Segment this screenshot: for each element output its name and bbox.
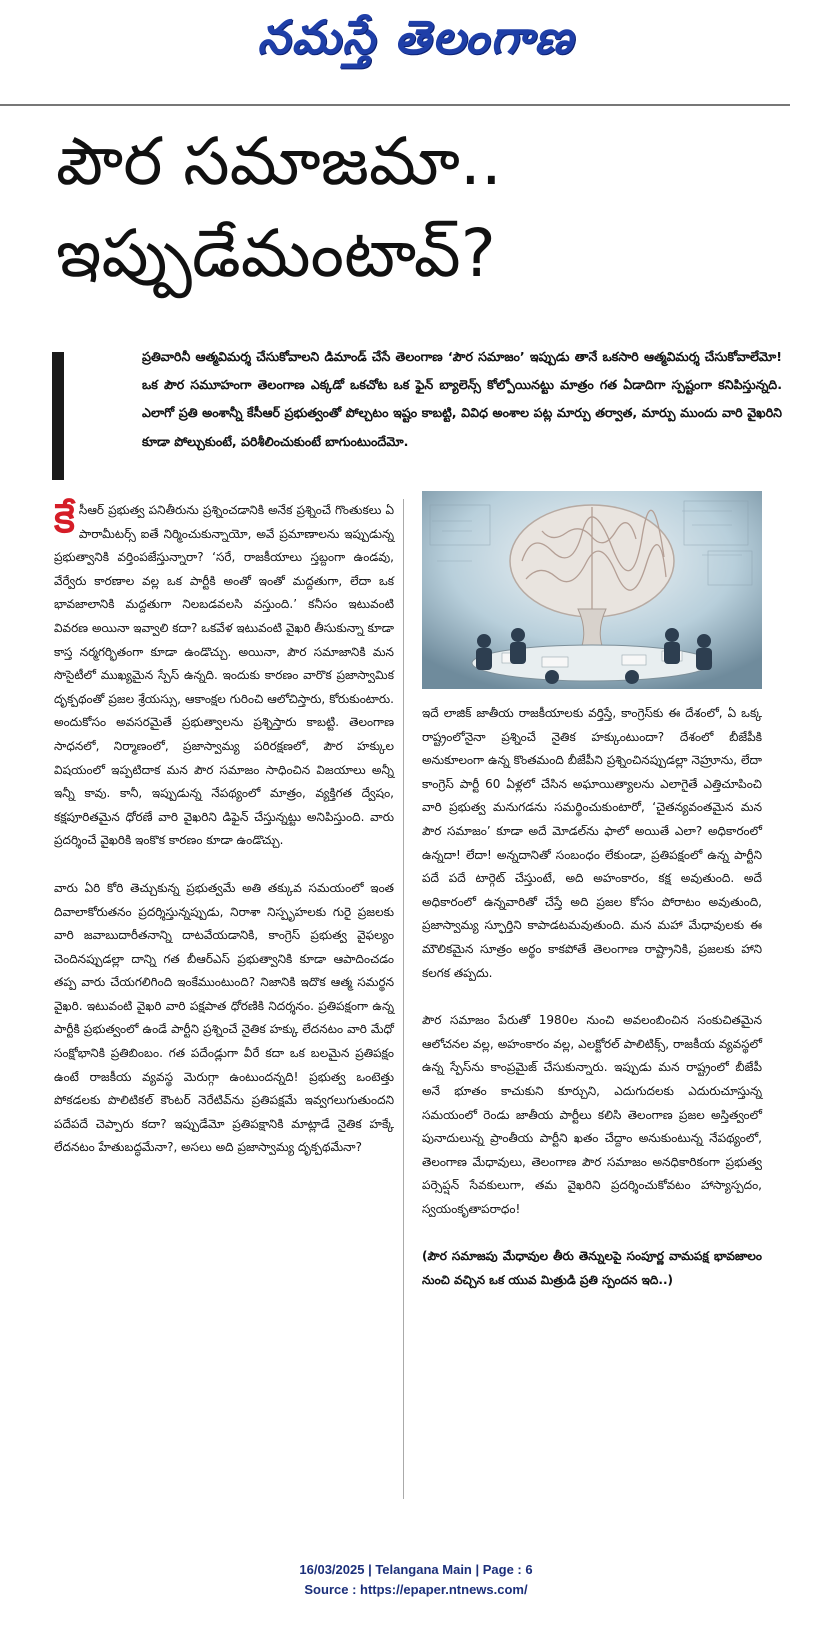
headline-line-2: ఇప్పుడేమంటావ్? xyxy=(56,215,496,292)
column-divider xyxy=(403,499,404,1499)
brain-illustration-icon xyxy=(422,491,762,689)
masthead-divider xyxy=(0,104,790,106)
paragraph: వారు ఏరి కోరి తెచ్చుకున్న ప్రభుత్వమే అతి తక్కువ సమయంలో ఇంత దివాలాకోరుతనం ప్రదర్శిస్తున్నప్పుడు, నిరాశా నిస్పృహలకు గురై ప్రజలకు వారి జవాబుదారీతనాన్ని దాటవేయడానికి, కాంగ్రెస్ ప్రభుత్వ వైఫల్యం చెందినప్పుడల్లా దాన్ని గత బీఆర్ఎస్ ప్రభుత్వానికి కూడా ఆపాదించడం తప్ప వారు చేయగలిగింది ఇంకేముంటుంది? నిజానికి ఇదొక ఆత్మ సమర్థన వైఖరి. ఇటువంటి వైఖరి వారి పక్షపాత ధోరణికి నిదర్శనం. ప్రతిపక్షంగా ఉన్న పార్టీకి ప్రభుత్వంలో ఉండే పార్టీని ప్రశ్నించే నైతిక హక్కు లేదనటం వారి మేధో సంక్షోభానికి ప్రతిబింబం. గత పదేండ్లుగా వీరే కదా ఒక బలమైన ప్రతిపక్షం ఉంటే రాజకీయ వ్యవస్థ మెరుగ్గా ఉంటుందన్నది! ప్రభుత్వ ఒంటెత్తు పోకడలకు పొలిటికల్ కౌంటర్ నెరేటివ్‌ను ప్రతిపక్షమే ఇవ్వగలుగుతుందని పదేపదే చెప్పారు కదా? ఇప్పుడేమో ప్రతిపక్షానికి మాట్లాడే నైతిక హక్కే లేదనటం హేతుబద్ధమేనా?, అసలు అది ప్రజాస్వామ్య దృక్పథమేనా? xyxy=(54,880,394,1155)
article-column-left xyxy=(54,495,394,1160)
paragraph xyxy=(54,495,394,853)
deck-accent-bar xyxy=(52,352,64,480)
headline xyxy=(56,116,786,300)
footer xyxy=(0,1560,832,1600)
paragraph-text: సీఆర్ ప్రభుత్వ పనితీరును ప్రశ్నించడానికి అనేక ప్రశ్నించే గొంతుకలు ఏ పారామీటర్స్ ఐతే నిర్మించుకున్నాయో, అవే ప్రమాణాలను ఇప్పుడున్న ప్రభుత్వానికి వర్తింపజేస్తున్నారా? ‘సరే, రాజకీయాలు స్తబ్దంగా ఉండవు, వేర్వేరు కారణాల వల్ల ఒక పార్టీకి అంతో ఇంతో మద్దతుగా, లేదా ఒక భావజాలానికి మద్దతుగా నిలబడవలసి వస్తుంది.’ కనీసం ఇటువంటి వివరణ అయినా ఇవ్వాలి కదా? ఒకవేళ ఇటువంటి వైఖరి తీసుకున్నా కూడా కాస్త నర్మగర్భితంగా కూడా ఉండొచ్చు. అయినా, పౌర సమాజానికి మన సొసైటీలో ముఖ్యమైన స్పేస్ ఉన్నది. ఇందుకు కారణం వారొక ప్రజాస్వామిక దృక్పథంతో ప్రజల శ్రేయస్సు, ఆకాంక్షల గురించి ఆలోచిస్తారు, కోరుకుంటారు. అందుకోసం అవసరమైతే ప్రభుత్వాలను ప్రశ్నిస్తారు కాబట్టి. తెలంగాణ సాధనలో, నిర్మాణంలో, ప్రజాస్వామ్య పరిరక్షణలో, పౌర హక్కుల విషయంలో ఇప్పటిదాక మన పౌర సమాజం సాధించిన విజయాలు అన్నీ ఇన్నీ కావు. కానీ, ఇప్పుడున్న నేపథ్యంలో మాత్రం, వ్యక్తిగత ద్వేషం, కక్షపూరితమైన ధోరణే వారి వైఖరిని డిఫైన్ చేస్తున్నట్టు అనిపిస్తుంది. వారు ప్రదర్శించే వైఖరికి ఇంకొక కారణం కూడా ఉండొచ్చు. xyxy=(54,503,394,848)
masthead-logo: నమస్తే తెలంగాణ xyxy=(257,10,575,64)
footer-source-link[interactable]: Source : https://epaper.ntnews.com/ xyxy=(304,1582,528,1597)
article-deck: ప్రతివారినీ ఆత్మవిమర్శ చేసుకోవాలని డిమాండ్ చేసే తెలంగాణ ‘పౌర సమాజం’ ఇప్పుడు తానే ఒకసారి ఆత్మవిమర్శ చేసుకోవాలేమో! ఒక పౌర సమూహంగా తెలంగాణ ఎక్కడో ఒకచోట ఒక ఫైన్ బ్యాలెన్స్ కోల్పోయినట్టు మాత్రం గత ఏడాదిగా స్పష్టంగా కనిపిస్తున్నది. ఎలాగో ప్రతి అంశాన్నీ కేసీఆర్ ప్రభుత్వంతో పోల్చటం ఇష్టం కాబట్టి, వివిధ అంశాల పట్ల మార్పు తర్వాత, మార్పు ముందు వారి వైఖరిని కూడా పోల్చుకుంటే, పరిశీలించుకుంటే బాగుంటుందేమో. xyxy=(142,349,782,449)
article-photo xyxy=(422,491,762,689)
footer-date-line: 16/03/2025 | Telangana Main | Page : 6 xyxy=(299,1562,533,1577)
paragraph: ఇదే లాజిక్ జాతీయ రాజకీయాలకు వర్తిస్తే, కాంగ్రెస్‌కు ఈ దేశంలో, ఏ ఒక్క రాష్ట్రంలోనైనా ప్రశ్నించే నైతిక హక్కుంటుందా? దేశంలో బీజేపీకి అనుకూలంగా ఉన్న కొంతమంది బీజేపీని ప్రశ్నించినప్పుడల్లా నెహ్రూను, లేదా కాంగ్రెస్ పార్టీ 60 ఏళ్లలో చేసిన అఘాయిత్యాలను ఎలాగైతే ఎత్తిచూపించి వారి ప్రభుత్వ మనుగడను సమర్థించుకుంటారో, ‘చైతన్యవంతమైన మన పౌర సమాజం’ కూడా అదే మోడల్‌ను ఫాలో అయితే ఎలా? అధికారంలో ఉన్నదా! లేదా! అన్నదానితో సంబంధం లేకుండా, ప్రతిపక్షంలో ఉన్న పార్టీని పదే పదే టార్గెట్ చేస్తుంటే, అది అహంకారం, కక్ష అవుతుంది. అదే అధికారంలో ఉన్నవారితో చేస్తే అది ప్రజల కోసం పోరాటం అవుతుంది, ప్రజాస్వామ్య స్ఫూర్తిని కాపాడటమవుతుంది. మన మహా మేధావులకు ఈ మౌలికమైన సూత్రం అర్థం కాకపోతే తెలంగాణ రాష్ట్రానికి, ప్రజలకు హాని కలగక తప్పదు. xyxy=(422,706,762,980)
drop-cap: కే xyxy=(54,495,75,542)
headline-line-1: పౌర సమాజమా.. xyxy=(56,123,502,200)
article-column-right xyxy=(422,702,762,1293)
paragraph: పౌర సమాజం పేరుతో 1980ల నుంచి అవలంబించిన సంకుచితమైన ఆలోచనల వల్ల, అహంకారం వల్ల, ఎలక్టోరల్ పాలిటిక్స్, రాజకీయ వ్యవస్థలో ఉన్న స్పేస్‌ను కాంప్రమైజ్ చేసుకున్నారు. ఇప్పుడు మన రాష్ట్రంలో బీజేపీ అనే భూతం కాచుకుని కూర్చుని, ఎదుగుదలకు ఎదురుచూస్తున్న సమయంలో రెండు జాతీయ పార్టీలు కలిసి తెలంగాణ ప్రజల అస్తిత్వంలో పునాదులున్న ప్రాంతీయ పార్టీని ఖతం చేద్దాం అనుకుంటున్న నేపథ్యంలో, తెలంగాణ మేధావులు, తెలంగాణ పౌర సమాజం అనధికారికంగా ప్రభుత్వ పర్సెప్షన్ సేవకులుగా, తమ వైఖరిని ప్రదర్శించుకోవటం హాస్యాస్పదం, స్వయంకృతాపరాధం! xyxy=(422,1013,762,1216)
author-note: (పౌర సమాజపు మేధావుల తీరు తెన్నులపై సంపూర్ణ వామపక్ష భావజాలం నుంచి వచ్చిన ఒక యువ మిత్రుడి ప్రతి స్పందన ఇది..) xyxy=(422,1249,762,1288)
masthead xyxy=(0,0,832,92)
